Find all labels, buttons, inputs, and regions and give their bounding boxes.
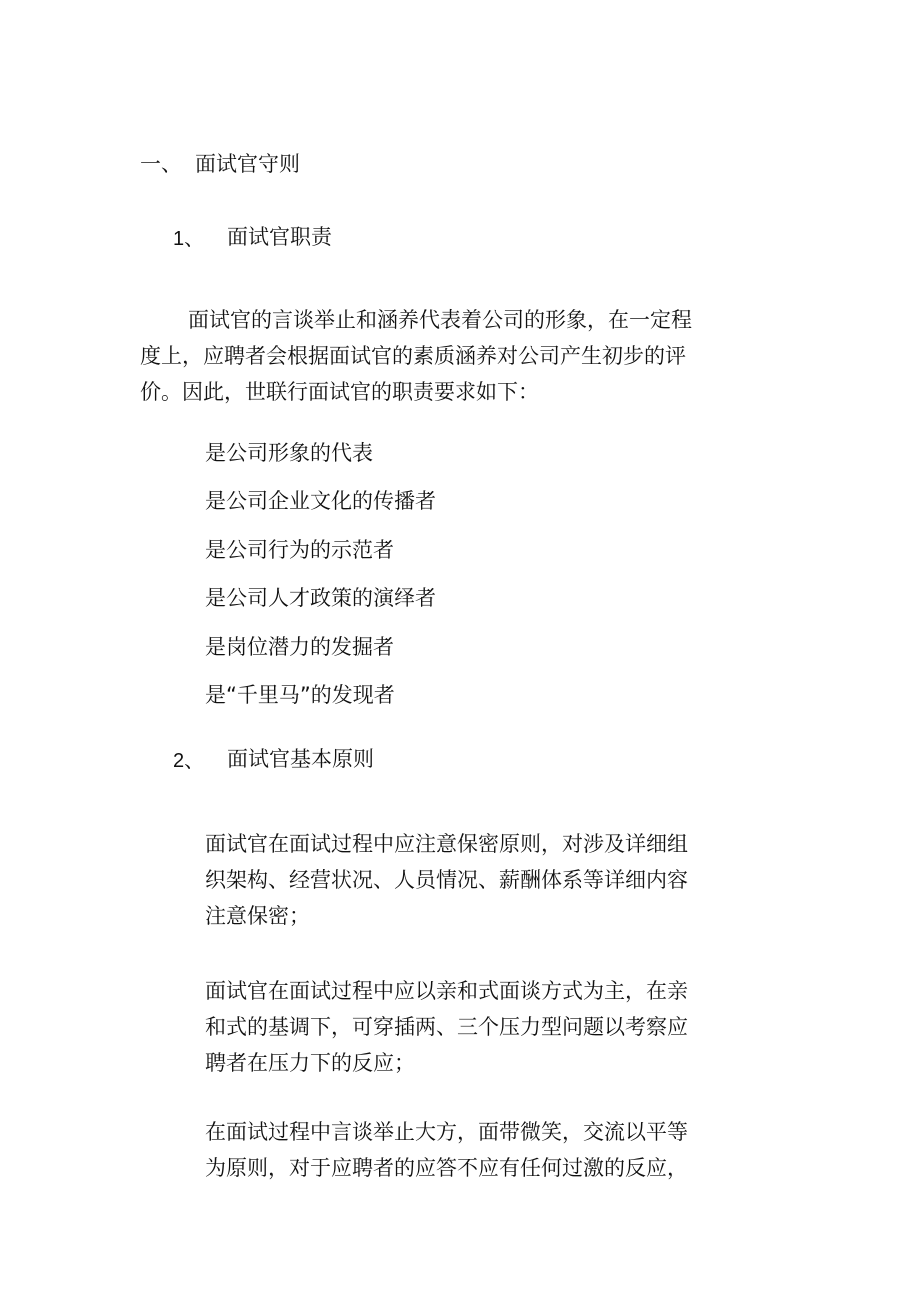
duty-item: 是公司人才政策的演绎者: [205, 586, 436, 610]
duty-item: 是岗位潜力的发掘者: [205, 635, 394, 659]
subsection-1-number: 1、: [173, 228, 205, 250]
paragraph-line: 度上，应聘者会根据面试官的素质涵养对公司产生初步的评: [140, 344, 686, 368]
responsibility-paragraph: [140, 302, 692, 410]
paragraph-line: 和式的基调下，可穿插两、三个压力型问题以考察应: [205, 1015, 688, 1039]
paragraph-line: 为原则，对于应聘者的应答不应有任何过激的反应，: [205, 1156, 688, 1180]
paragraph-line: 价。因此，世联行面试官的职责要求如下：: [140, 380, 539, 404]
section-number: 一、: [140, 152, 182, 176]
paragraph-line: 面试官在面试过程中应注意保密原则，对涉及详细组: [205, 832, 688, 856]
subsection-1-title: 面试官职责: [227, 225, 332, 249]
subsection-2-title: 面试官基本原则: [227, 747, 374, 771]
duty-item: 是公司企业文化的传播者: [205, 489, 436, 513]
principle-paragraph: [205, 973, 688, 1081]
duty-item: 是“千里马”的发现者: [205, 683, 395, 707]
duty-item: 是公司行为的示范者: [205, 538, 394, 562]
subsection-2-number: 2、: [173, 750, 205, 772]
paragraph-line: 面试官的言谈举止和涵养代表着公司的形象，在一定程: [188, 308, 692, 332]
paragraph-line: 在面试过程中言谈举止大方，面带微笑，交流以平等: [205, 1120, 688, 1144]
principle-paragraph: [205, 1114, 688, 1186]
paragraph-line: 面试官在面试过程中应以亲和式面谈方式为主，在亲: [205, 979, 688, 1003]
paragraph-line: 织架构、经营状况、人员情况、薪酬体系等详细内容: [205, 868, 688, 892]
paragraph-line: 注意保密；: [205, 904, 310, 928]
section-title: 面试官守则: [195, 152, 300, 176]
duty-item: 是公司形象的代表: [205, 441, 373, 465]
paragraph-line: 聘者在压力下的反应；: [205, 1051, 415, 1075]
principle-paragraph: [205, 826, 688, 934]
